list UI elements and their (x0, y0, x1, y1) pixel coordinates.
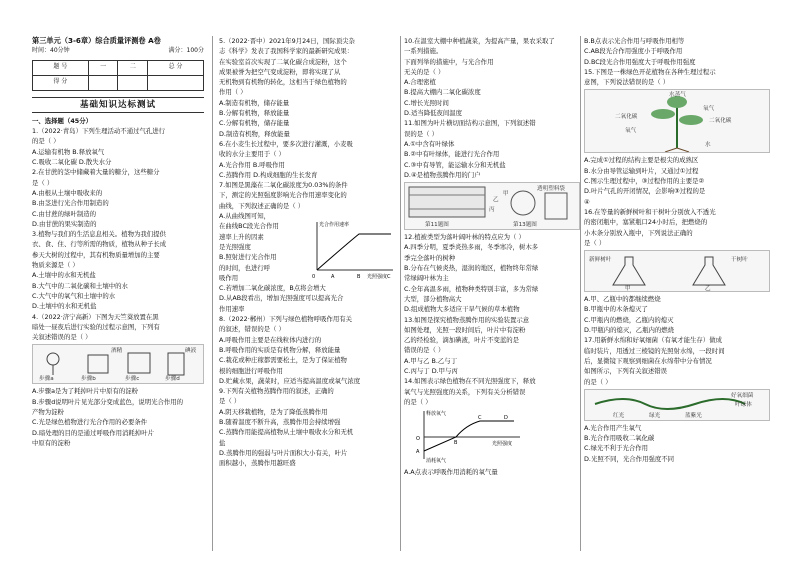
question-line: 3.植物与我们的生活息息相关。植物为我们提供 (32, 230, 166, 239)
question-line: 速率上升的因素 (219, 232, 264, 241)
question-line: C.AB段光合作用强度小于呼吸作用 (584, 47, 683, 56)
tick-label: B (454, 440, 458, 447)
question-line: A.步骤a是为了耗掉叶片中原有的淀粉 (32, 387, 139, 396)
question-block (404, 376, 580, 407)
column-divider (212, 36, 213, 551)
column-4 (584, 36, 770, 464)
score-cell: 题 号 (33, 60, 89, 75)
question-line: C.分解有机物，储存能量 (219, 119, 290, 128)
question-line: D.由甘蔗的果实制造的 (32, 219, 97, 228)
question-line: A.四季分明，夏季炎热多雨，冬季寒冷，树木多 (404, 243, 539, 252)
question-line: D.适当降低夜间温度 (404, 109, 463, 118)
figure-label: 丙 (489, 207, 495, 214)
question-line: A.制造有机物，储存能量 (219, 98, 290, 107)
figure-label: 乙 (493, 197, 499, 204)
question-line: B.大气中的二氧化碳和土壤中的水 (32, 281, 128, 290)
figure-label: 蓝紫光 (685, 412, 702, 419)
figure-label: 透明塑料袋 (537, 186, 565, 193)
figure-label: 乙 (705, 286, 711, 293)
question-line: 小木条分别放入瓶中，下列说法正确的 (584, 228, 693, 237)
question-line: C.增长光照时间 (404, 98, 449, 107)
section-banner: 基础知识达标测试 (32, 97, 204, 113)
question-line: D.组成植物大多适应干旱气候的草本植物 (404, 305, 520, 314)
question-line: A.①中含有叶绿体 (404, 139, 455, 148)
question-line: 后，显微镜下观察到细菌在水绵带中分布情况 (584, 356, 712, 365)
question-line: B.分布在气候炎热，湿润的地区，植物终年常绿 (404, 264, 539, 273)
question-line: D.暗处理的目的是通过呼吸作用消耗掉叶片 (32, 428, 154, 437)
step-label: 步骤d (165, 376, 180, 383)
question-line: C.③中有导管，能运输水分和无机盐 (404, 160, 506, 169)
question-line: 关叙述错误的是（ ） (32, 333, 92, 342)
figure-label: 二氧化碳 (615, 114, 638, 121)
question-line: B.分解有机物，释放能量 (219, 109, 290, 118)
column-divider (580, 36, 581, 551)
column-divider (400, 36, 401, 551)
question-line: 的是（ ） (404, 397, 432, 406)
question-line: B.步骤d说明叶片见光部分变成蓝色，说明光合作用的 (32, 397, 184, 406)
question-line: 6.在小麦生长过程中，要多次进行灌溉，小麦吸 (219, 139, 353, 148)
x-axis-label: 光照强度 (492, 441, 513, 448)
question-block (404, 232, 580, 314)
reagent-label: 碘液 (185, 348, 197, 355)
question-line: 无机物到有机物的转化，这相当于绿色植物的 (219, 78, 347, 87)
question-block (584, 423, 770, 464)
figure-label: 二氧化碳 (709, 118, 732, 125)
question-line: A.A点表示呼吸作用消耗的氧气量 (404, 467, 498, 476)
question-line: B.甲瓶中的木条熄灭了 (584, 305, 648, 314)
figure-label: 甲 (503, 191, 509, 198)
step-label: 步骤b (81, 376, 96, 383)
q14-oxygen-chart (404, 407, 524, 463)
question-line: B.照射进行光合作用 (219, 253, 277, 262)
question-line: D.制造有机物，释放能量 (219, 129, 290, 138)
question-line: 如图处理，光照一段时间后，叶片中有淀粉 (404, 325, 526, 334)
question-line: D.光照不同，光合作用强度不同 (584, 454, 675, 463)
question-line: 的密闭瓶中，塞紧瓶口24小时后，把燃烧的 (584, 218, 708, 227)
question-line: B.光合作用吸收二氧化碳 (584, 434, 655, 443)
question-line: 成果被誉为把空气变成淀粉，即将实现了从 (219, 67, 341, 76)
question-line: C.吸收二氧化碳 D.散失水分 (32, 158, 112, 167)
question-line: A.运输有机物 B.释放氧气 (32, 147, 105, 156)
question-line: 季完全落叶的树种 (404, 253, 456, 262)
question-block (219, 139, 400, 180)
question-block (219, 314, 400, 386)
question-line: D.BC段光合作用强度大于呼吸作用强度 (584, 57, 696, 66)
question-line: 的时间，也进行呼 (219, 263, 271, 272)
step-label: 步骤a (39, 376, 54, 383)
question-line: 无关的是（ ） (404, 67, 445, 76)
question-line: 作用速率 (219, 304, 245, 313)
figure-label: 氧气 (625, 128, 637, 135)
question-block (584, 207, 770, 248)
question-block (32, 386, 204, 448)
q4-experiment-figure (32, 344, 204, 384)
question-line: 错误的是（ ） (404, 346, 445, 355)
question-line: B.②中有叶绿体，能进行光合作用 (404, 150, 500, 159)
question-line: 是（ ） (219, 397, 241, 406)
question-line: 误的是（ ） (404, 129, 438, 138)
question-block (219, 36, 400, 139)
tick-label: A (416, 449, 420, 456)
question-line: 是（ ） (32, 178, 54, 187)
question-line: 中原有的淀粉 (32, 438, 71, 447)
question-line: B.B点表示光合作用与呼吸作用相等 (584, 37, 685, 45)
question-line: A.完成①过程的结构主要是根尖的成熟区 (584, 156, 699, 165)
figure-label: 水 (705, 142, 711, 149)
question-block (32, 126, 204, 167)
question-line: 7.如图是黑藻在二氧化碳浓度为0.03%的条件 (219, 181, 348, 190)
question-line: 盐 (219, 438, 226, 447)
figure-label: 好氧细菌 (731, 392, 754, 399)
question-line: 的是（ ） (584, 377, 612, 386)
question-line: B.提高大棚内二氧化碳浓度 (404, 88, 481, 97)
q7-curve-chart (309, 218, 397, 280)
question-line: 收的水分主要用于（ ） (219, 150, 285, 159)
question-block (584, 294, 770, 335)
question-line: B.随着温度不断升高，蒸腾作用会持续增强 (219, 417, 341, 426)
question-block (32, 312, 204, 343)
score-cell (88, 75, 118, 90)
question-line: 是（ ） (584, 238, 606, 247)
figure-caption: 第11题图 (425, 222, 449, 229)
figure-caption: 第13题图 (513, 222, 537, 229)
question-line: D.甲瓶内的熄灭，乙瓶内的燃烧 (584, 326, 675, 335)
question-line: 14.如图表示绿色植物在不同光照强度下，释放 (404, 377, 536, 386)
question-line: 一系列措施。 (404, 47, 443, 56)
question-block (404, 118, 580, 180)
column-2 (219, 36, 400, 468)
question-block (219, 386, 400, 468)
figure-label: 新鲜树叶 (589, 257, 612, 264)
time-limit: 时间：40分钟 (32, 47, 70, 55)
score-cell (148, 75, 204, 90)
q16-flask-figure (584, 250, 770, 292)
question-line: A.呼吸作用主要是在线粒体内进行的 (219, 335, 322, 344)
question-line: D.贮藏水果，蔬菜时，应适当提高温度或氧气浓度 (219, 376, 361, 385)
question-block (32, 229, 204, 311)
question-line: 1.（2022·青岛）下列生理活动不通过气孔进行 (32, 127, 166, 136)
column-3 (404, 36, 580, 477)
question-line: 吸作用 (219, 273, 239, 282)
question-line: 的是（ ） (32, 137, 60, 146)
score-cell (118, 75, 148, 90)
question-line: D.叶片气孔的开闭情况，会影响③过程的是 (584, 187, 706, 196)
question-line: 在曲线BC段光合作用 (219, 222, 279, 231)
question-line: 根的细胞进行呼吸作用 (219, 366, 283, 375)
figure-label: 氧气 (703, 106, 715, 113)
question-line: A.土壤中的水和无机盐 (32, 271, 96, 280)
tick-label: B (357, 274, 361, 281)
question-line: C.光是绿色植物进行光合作用的必要条件 (32, 418, 148, 427)
question-line: C.大气中的氧气和土壤中的水 (32, 291, 116, 300)
column-1 (32, 36, 204, 448)
section-heading: 一、选择题（45分） (32, 116, 93, 125)
score-cell: 总 分 (148, 60, 204, 75)
question-line: 12.植被类型为落叶阔叶林的特点应为（ ） (404, 233, 525, 242)
question-line: 衣、食、住、行等所需的物质，植物从种子长成 (32, 240, 167, 249)
question-line: C.若增加二氧化碳浓度，B点将会增大 (219, 284, 326, 293)
score-cell: 得 分 (33, 75, 89, 90)
question-block (404, 36, 580, 118)
question-line: D.④是植物蒸腾作用的门户 (404, 170, 481, 179)
question-line: 作用（ ） (219, 88, 247, 97)
question-line: C.图示生理过程中，③过程作用的主要是② (584, 177, 705, 186)
question-line: B.呼吸作用的实质是有机物分解，释放能量 (219, 345, 341, 354)
question-line: A.光合作用 B.呼吸作用 (219, 160, 285, 169)
question-line: 如图所示，下列有关叙述错误 (584, 367, 668, 376)
question-block (404, 467, 580, 477)
tick-label: C (387, 274, 391, 281)
question-line: 15.下图是一株绿色开花植物在各种生理过程示 (584, 67, 716, 76)
figure-label: 干树叶 (731, 257, 748, 264)
tick-label: C (478, 415, 482, 422)
question-line: C.蒸腾作用能提高植物从土壤中吸收水分和无机 (219, 428, 354, 437)
question-line: C.栽花或种庄稼都需要松土，是为了保证植物 (219, 356, 347, 365)
question-line: 16.在等量的新鲜树叶和干树叶分别放入不透光 (584, 207, 716, 216)
question-block (584, 67, 770, 88)
score-cell: 一 (88, 60, 118, 75)
score-table (32, 60, 204, 91)
question-line: A.合理密植 (404, 78, 436, 87)
figure-label: 叶绿体 (735, 401, 752, 408)
question-line: A.从曲线图可知， (219, 212, 271, 221)
question-line: 志《科学》发表了我国科学家的最新研究成果： (219, 47, 354, 56)
question-line: ④ (584, 197, 590, 206)
question-line: 大型，部分植物高大 (404, 294, 462, 303)
question-line: A.阴天移栽植物，是为了降低蒸腾作用 (219, 407, 328, 416)
question-line: 5.（2022·晋中）2021年9月24日，国际顶尖杂 (219, 37, 355, 45)
figure-label: 水蒸气 (669, 92, 686, 99)
question-line: 物质来源是（ ） (32, 261, 79, 270)
question-line: D.蒸腾作用的强弱与叶片面积大小有关，叶片 (219, 448, 348, 457)
question-line: D.从AB段看出，增加光照强度可以提高光合 (219, 294, 344, 303)
q11-q13-figures (404, 182, 580, 230)
question-line: 13.如图是探究植物蒸腾作用的实验装置示意 (404, 315, 530, 324)
question-line: A.甲、乙瓶中的都继续燃烧 (584, 295, 661, 304)
question-line: C.全年高温多雨，植物种类特别丰富，多为常绿 (404, 284, 539, 293)
question-line: 暗处一昼夜后进行实验的过程示意图，下列有 (32, 322, 160, 331)
score-cell: 二 (118, 60, 148, 75)
question-line: 氧气与光照强度的关系，下列有关分析错误 (404, 387, 526, 396)
question-line: 11.如图为叶片横切面结构示意图，下列叙述错 (404, 119, 536, 128)
x-axis-label: 光照强度 (367, 274, 388, 281)
question-line: C.丙与丁 D.甲与丙 (404, 367, 458, 376)
question-line: 9.下列有关植物蒸腾作用的叙述，正确的 (219, 387, 334, 396)
tick-label: O (416, 436, 420, 443)
question-line: D.土壤中的水和无机盐 (32, 302, 97, 311)
y-axis-label-negative: 消耗氧气 (426, 458, 447, 464)
question-line: A.光合作用产生氧气 (584, 423, 642, 432)
question-line: C.蒸腾作用 D.构成细胞的生长发育 (219, 170, 318, 179)
question-line: B.水分由导管运输到叶片，又通过①过程 (584, 166, 699, 175)
step-label: 步骤c (125, 376, 140, 383)
question-line: 是光照强度 (219, 242, 251, 251)
question-block (584, 155, 770, 206)
question-line: 常绿阔叶林为主 (404, 274, 449, 283)
question-line: 8.（2022·郴州）下列与绿色植物呼吸作用有关 (219, 315, 353, 324)
tick-label: A (331, 274, 335, 281)
question-line: C.由甘蔗的绿叶制造的 (32, 209, 97, 218)
reagent-label: 酒精 (111, 348, 123, 355)
question-line: C.绿光不利于光合作用 (584, 444, 649, 453)
figure-label: 甲 (625, 286, 631, 293)
question-line: B.由茎进行光合作用制造的 (32, 199, 109, 208)
question-line: 产物为淀粉 (32, 408, 64, 417)
question-line: 4.（2022·济宁高新）下图为天竺葵放置在黑 (32, 312, 159, 321)
full-score: 满分：100分 (168, 47, 204, 55)
question-line: A.由根从土壤中吸收来的 (32, 188, 103, 197)
question-line: 下面列举的措施中，与光合作用 (404, 57, 494, 66)
tick-label: D (504, 415, 508, 422)
figure-label: 红光 (613, 412, 625, 419)
question-block (584, 36, 770, 67)
question-line: 在实验室首次实现了二氧化碳合成淀粉，这个 (219, 57, 347, 66)
exam-meta (32, 46, 204, 56)
question-block (32, 167, 204, 229)
question-line: A.甲与乙 B.乙与丁 (404, 356, 458, 365)
question-line: 10.在温室大棚中种植蔬菜，为提高产量，果农采取了 (404, 37, 555, 45)
y-axis-label: 光合作用速率 (319, 222, 350, 229)
q15-plant-figure (584, 89, 770, 153)
question-line: 参天大树的过程中，其有机物质量增加的主要 (32, 250, 160, 259)
question-line: 意图，下列说法错误的是（ ） (584, 78, 670, 87)
exam-title: 第三单元（3-6章）综合质量评测卷 A卷 (32, 36, 161, 45)
question-line: 下，测定的光照强度影响光合作用速率变化的 (219, 191, 347, 200)
figure-label: 绿光 (649, 412, 661, 419)
question-line: 面积越小，蒸腾作用越旺盛 (219, 459, 296, 468)
question-line: 乙的经检验，滴加碘液，叶片不变蓝的是 (404, 336, 520, 345)
question-line: 的叙述，错误的是（ ） (219, 325, 285, 334)
tick-label: 0 (312, 274, 316, 281)
question-block (404, 315, 580, 377)
y-axis-label: 释放氧气 (426, 411, 447, 418)
q17-algae-figure (584, 389, 770, 421)
question-line: C.甲瓶内的燃烧，乙瓶内的熄灭 (584, 315, 674, 324)
question-line: 临时装片，用透过三棱镜的光照射水绵，一段时间 (584, 346, 725, 355)
question-block (584, 335, 770, 386)
question-line: 曲线，下列叙述正确的是（ ） (219, 201, 305, 210)
question-line: 17.用新鲜水绵和好氧细菌（有氧才能生存）做成 (584, 336, 722, 345)
question-line: 2.在甘蔗的茎中储藏着大量的糖分，这些糖分 (32, 168, 160, 177)
